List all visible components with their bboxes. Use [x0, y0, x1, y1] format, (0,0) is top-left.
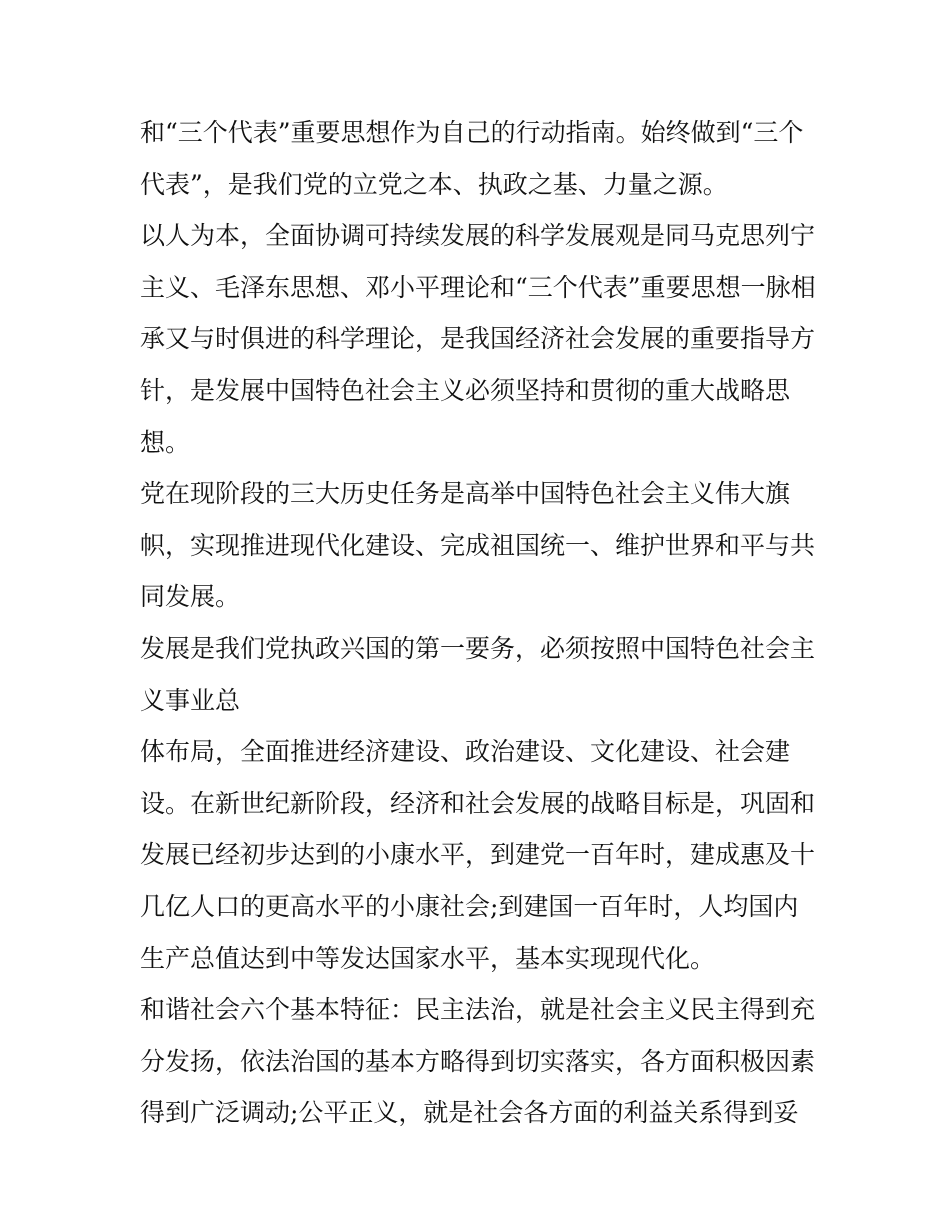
text-line: 代表”，是我们党的立党之本、执政之基、力量之源。 [140, 169, 728, 199]
text-line: 党在现阶段的三大历史任务是高举中国特色社会主义伟大旗 [140, 479, 791, 509]
text-line: 帜，实现推进现代化建设、完成祖国统一、维护世界和平与共 [140, 530, 816, 560]
text-line: 发展已经初步达到的小康水平，到建党一百年时，建成惠及十 [140, 840, 816, 870]
text-line: 以人为本，全面协调可持续发展的科学发展观是同马克思列宁 [140, 221, 816, 251]
text-line: 生产总值达到中等发达国家水平，基本实现现代化。 [140, 943, 716, 973]
text-line: 发展是我们党执政兴国的第一要务，必须按照中国特色社会主 [140, 633, 816, 663]
text-line: 主义、毛泽东思想、邓小平理论和“三个代表”重要思想一脉相 [140, 272, 816, 302]
text-line: 分发扬，依法治国的基本方略得到切实落实，各方面积极因素 [140, 1046, 816, 1076]
text-line: 和谐社会六个基本特征：民主法治，就是社会主义民主得到充 [140, 995, 816, 1025]
text-line: 几亿人口的更高水平的小康社会;到建国一百年时，人均国内 [140, 891, 799, 921]
text-line: 设。在新世纪新阶段，经济和社会发展的战略目标是，巩固和 [140, 788, 816, 818]
text-line: 同发展。 [140, 582, 241, 612]
text-line: 体布局，全面推进经济建设、政治建设、文化建设、社会建 [140, 737, 791, 767]
text-line: 和“三个代表”重要思想作为自己的行动指南。始终做到“三个 [140, 118, 804, 147]
document-body [140, 107, 830, 1139]
text-line: 得到广泛调动;公平正义，就是社会各方面的利益关系得到妥 [140, 1098, 799, 1128]
text-line: 义事业总 [140, 685, 241, 715]
text-line: 承又与时俱进的科学理论，是我国经济社会发展的重要指导方 [140, 324, 816, 354]
text-line: 想。 [140, 427, 191, 457]
text-line: 针，是发展中国特色社会主义必须坚持和贯彻的重大战略思 [140, 375, 791, 405]
